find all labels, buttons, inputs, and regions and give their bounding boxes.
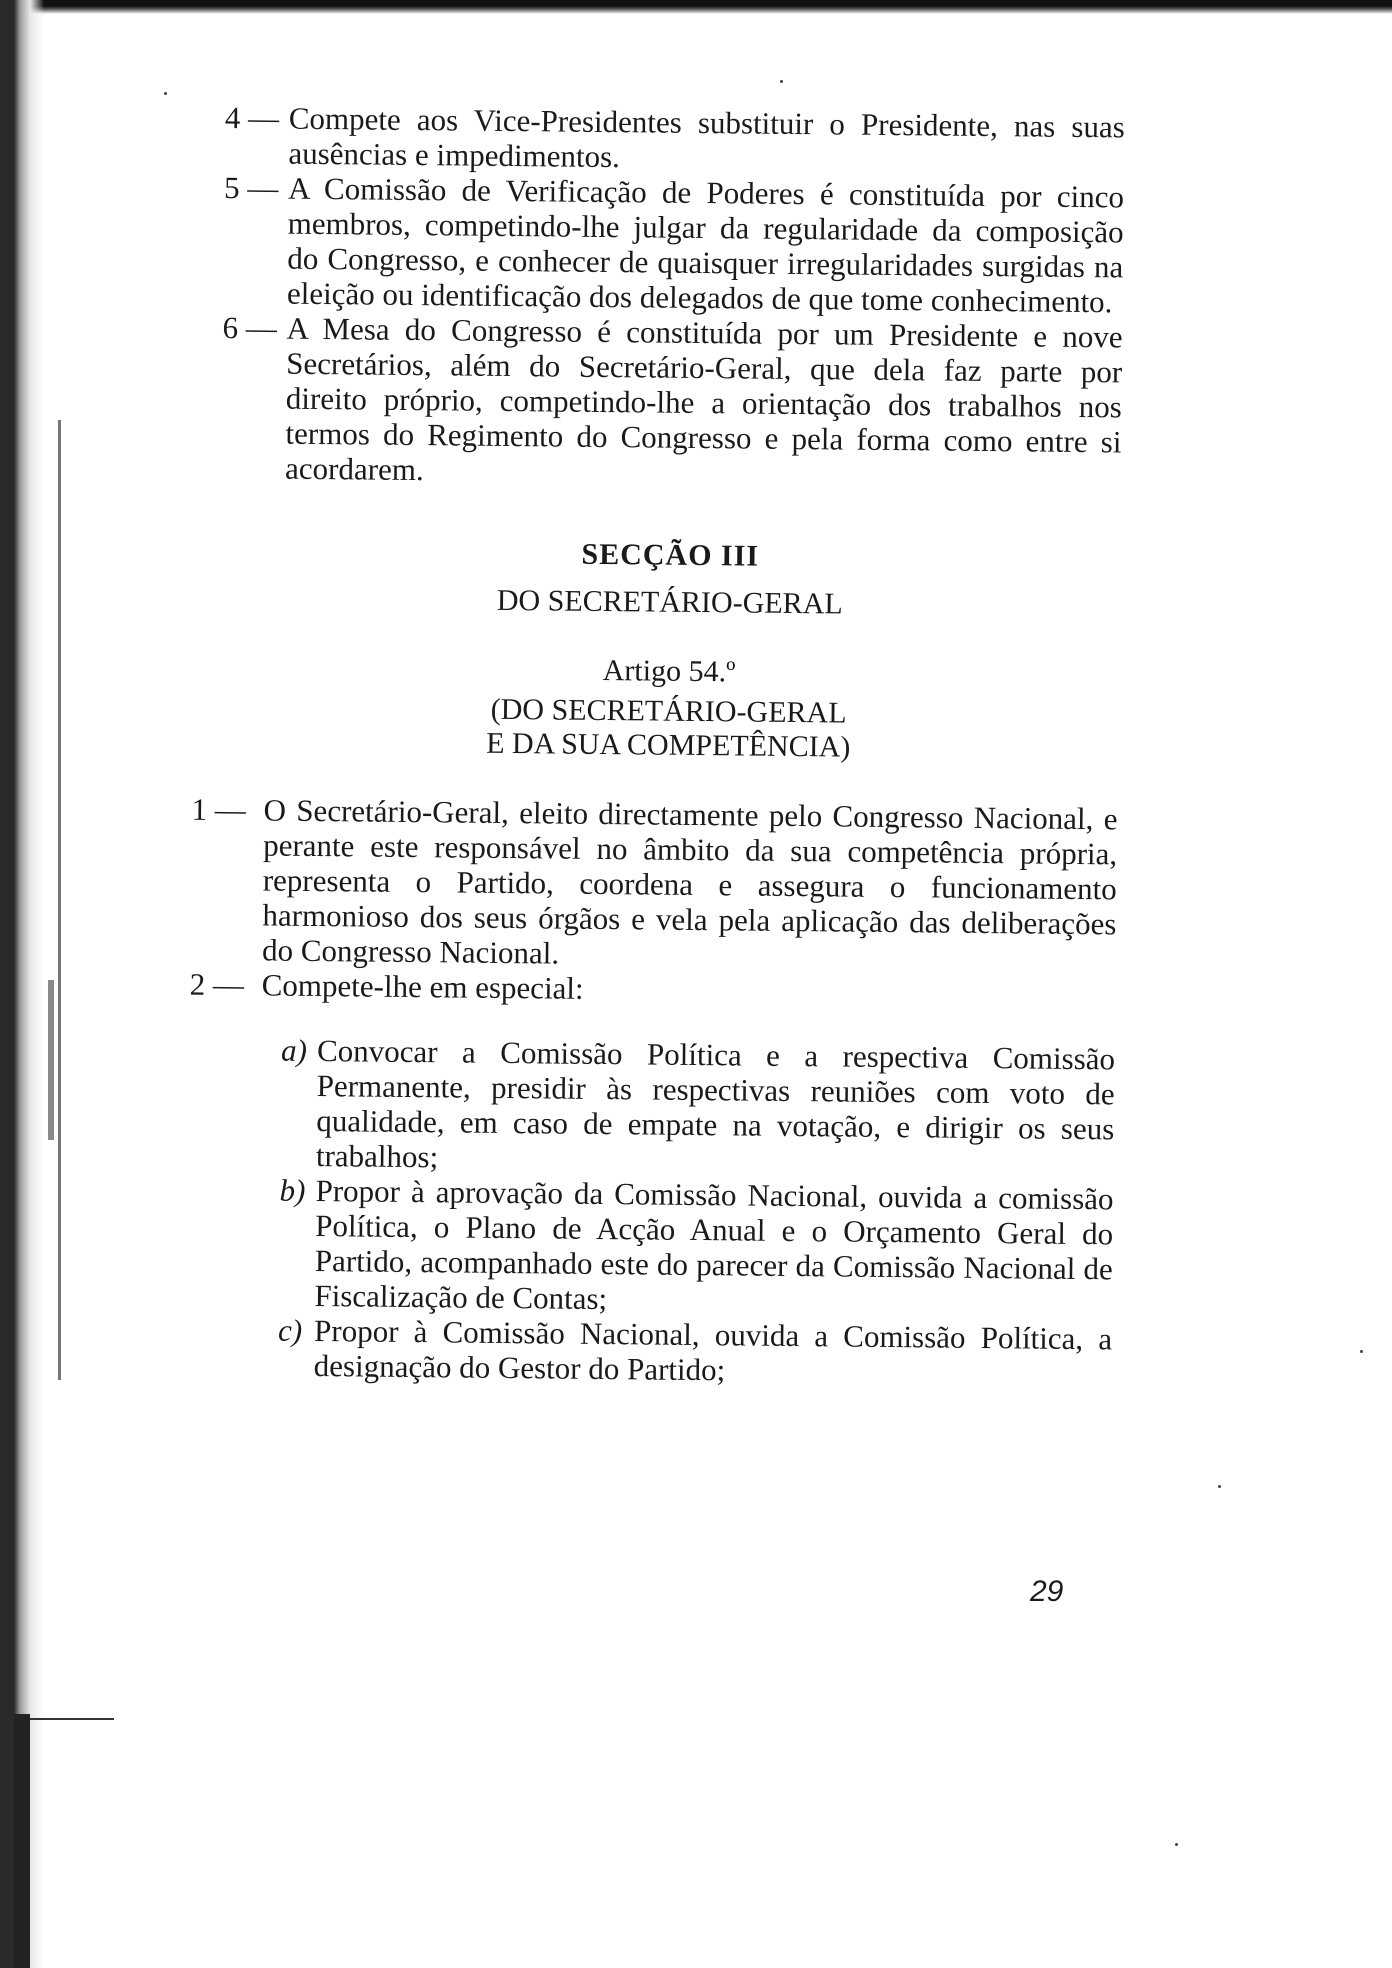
scan-corner-mark xyxy=(24,1718,114,1720)
sub-item-b xyxy=(278,1173,1113,1322)
sub-item-c xyxy=(278,1313,1113,1392)
scan-speck xyxy=(1360,1350,1363,1353)
scan-speck xyxy=(1175,1843,1178,1846)
sub-item-a xyxy=(280,1033,1115,1182)
paragraph-number: 4 — xyxy=(224,100,280,136)
section-subtitle: DO SECRETÁRIO-GERAL xyxy=(496,583,843,621)
scan-top-edge xyxy=(0,0,1392,14)
page-number: 29 xyxy=(1030,1575,1064,1608)
sub-item-letter: a) xyxy=(280,1032,308,1068)
paragraph-item-4 xyxy=(224,100,1125,179)
scan-left-shadow-2 xyxy=(48,980,54,1140)
scan-speck xyxy=(164,92,167,95)
sub-item-text: Propor à Comissão Nacional, ouvida a Comissão Política, a designação do Gestor do Partido; xyxy=(313,1313,1113,1388)
sub-item-text: Convocar a Comissão Política e a respectiva Comissão Permanente, presidir às respectivas reuniões com voto de qualidade, em caso de empate na votação, e dirigir os seus trabalhos; xyxy=(315,1033,1116,1175)
article-title: Artigo 54.º xyxy=(602,653,736,689)
paragraph-item-5 xyxy=(223,170,1124,319)
document-page xyxy=(189,100,1125,1391)
sub-item-letter: c) xyxy=(277,1312,303,1348)
paragraph-number: 6 — xyxy=(222,309,278,346)
paragraph-text: A Mesa do Congresso é constituída por um Presidente e nove Secretários, além do Secretário-Geral, que dela faz parte por direito próprio, competindo-lhe a orientação dos trabalhos nos termos do Regimento do Congresso e pela forma como entre si acordarem. xyxy=(284,310,1123,488)
sub-item-list xyxy=(212,1032,1116,1391)
sub-item-letter: b) xyxy=(279,1172,306,1208)
paragraph-number: 1 — xyxy=(191,791,247,828)
article-paragraphs xyxy=(189,791,1118,1011)
sub-item-text: Propor à aprovação da Comissão Nacional, ouvida a comissão Política, o Plano de Acção Anual e o Orçamento Geral do Partido, acompanhado este do parecer da Comissão Nacional de Fiscalização de Contas; xyxy=(314,1173,1114,1317)
paragraph-number: 5 — xyxy=(223,169,279,206)
paragraph-text: A Comissão de Verificação de Poderes é constituída por cinco membros, competindo-lhe julgar da regularidade da composição do Congresso, e conhecer de quaisquer irregularidades surgidas na eleição ou identificação dos delegados de que tome conhecimento. xyxy=(286,170,1125,320)
scan-speck xyxy=(780,80,783,83)
paragraph-item-6 xyxy=(221,310,1123,494)
paragraph-item-1 xyxy=(190,792,1118,977)
paragraph-text: O Secretário-Geral, eleito directamente pelo Congresso Nacional, e perante este responsável no âmbito da sua competência própria, representa o Partido, coordena e assegura o funcionamento harmonioso dos seus órgãos e vela pela aplicação das deliberações do Congresso Nacional. xyxy=(261,792,1118,971)
scan-left-edge xyxy=(0,0,44,1968)
section-title: SECÇÃO III xyxy=(581,537,760,573)
scan-left-shadow xyxy=(58,420,61,1380)
article-subtitle-line-2: E DA SUA COMPETÊNCIA) xyxy=(485,726,851,764)
paragraph-text: Compete-lhe em especial: xyxy=(261,967,584,1006)
article-subtitle-line-1: (DO SECRETÁRIO-GERAL xyxy=(490,692,847,730)
paragraph-text: Compete aos Vice-Presidentes substituir o Presidente, nas suas ausências e impedimentos. xyxy=(288,100,1125,175)
scan-corner-edge xyxy=(14,1714,30,1968)
paragraph-number: 2 — xyxy=(189,966,245,1003)
scan-speck xyxy=(1218,1485,1221,1488)
